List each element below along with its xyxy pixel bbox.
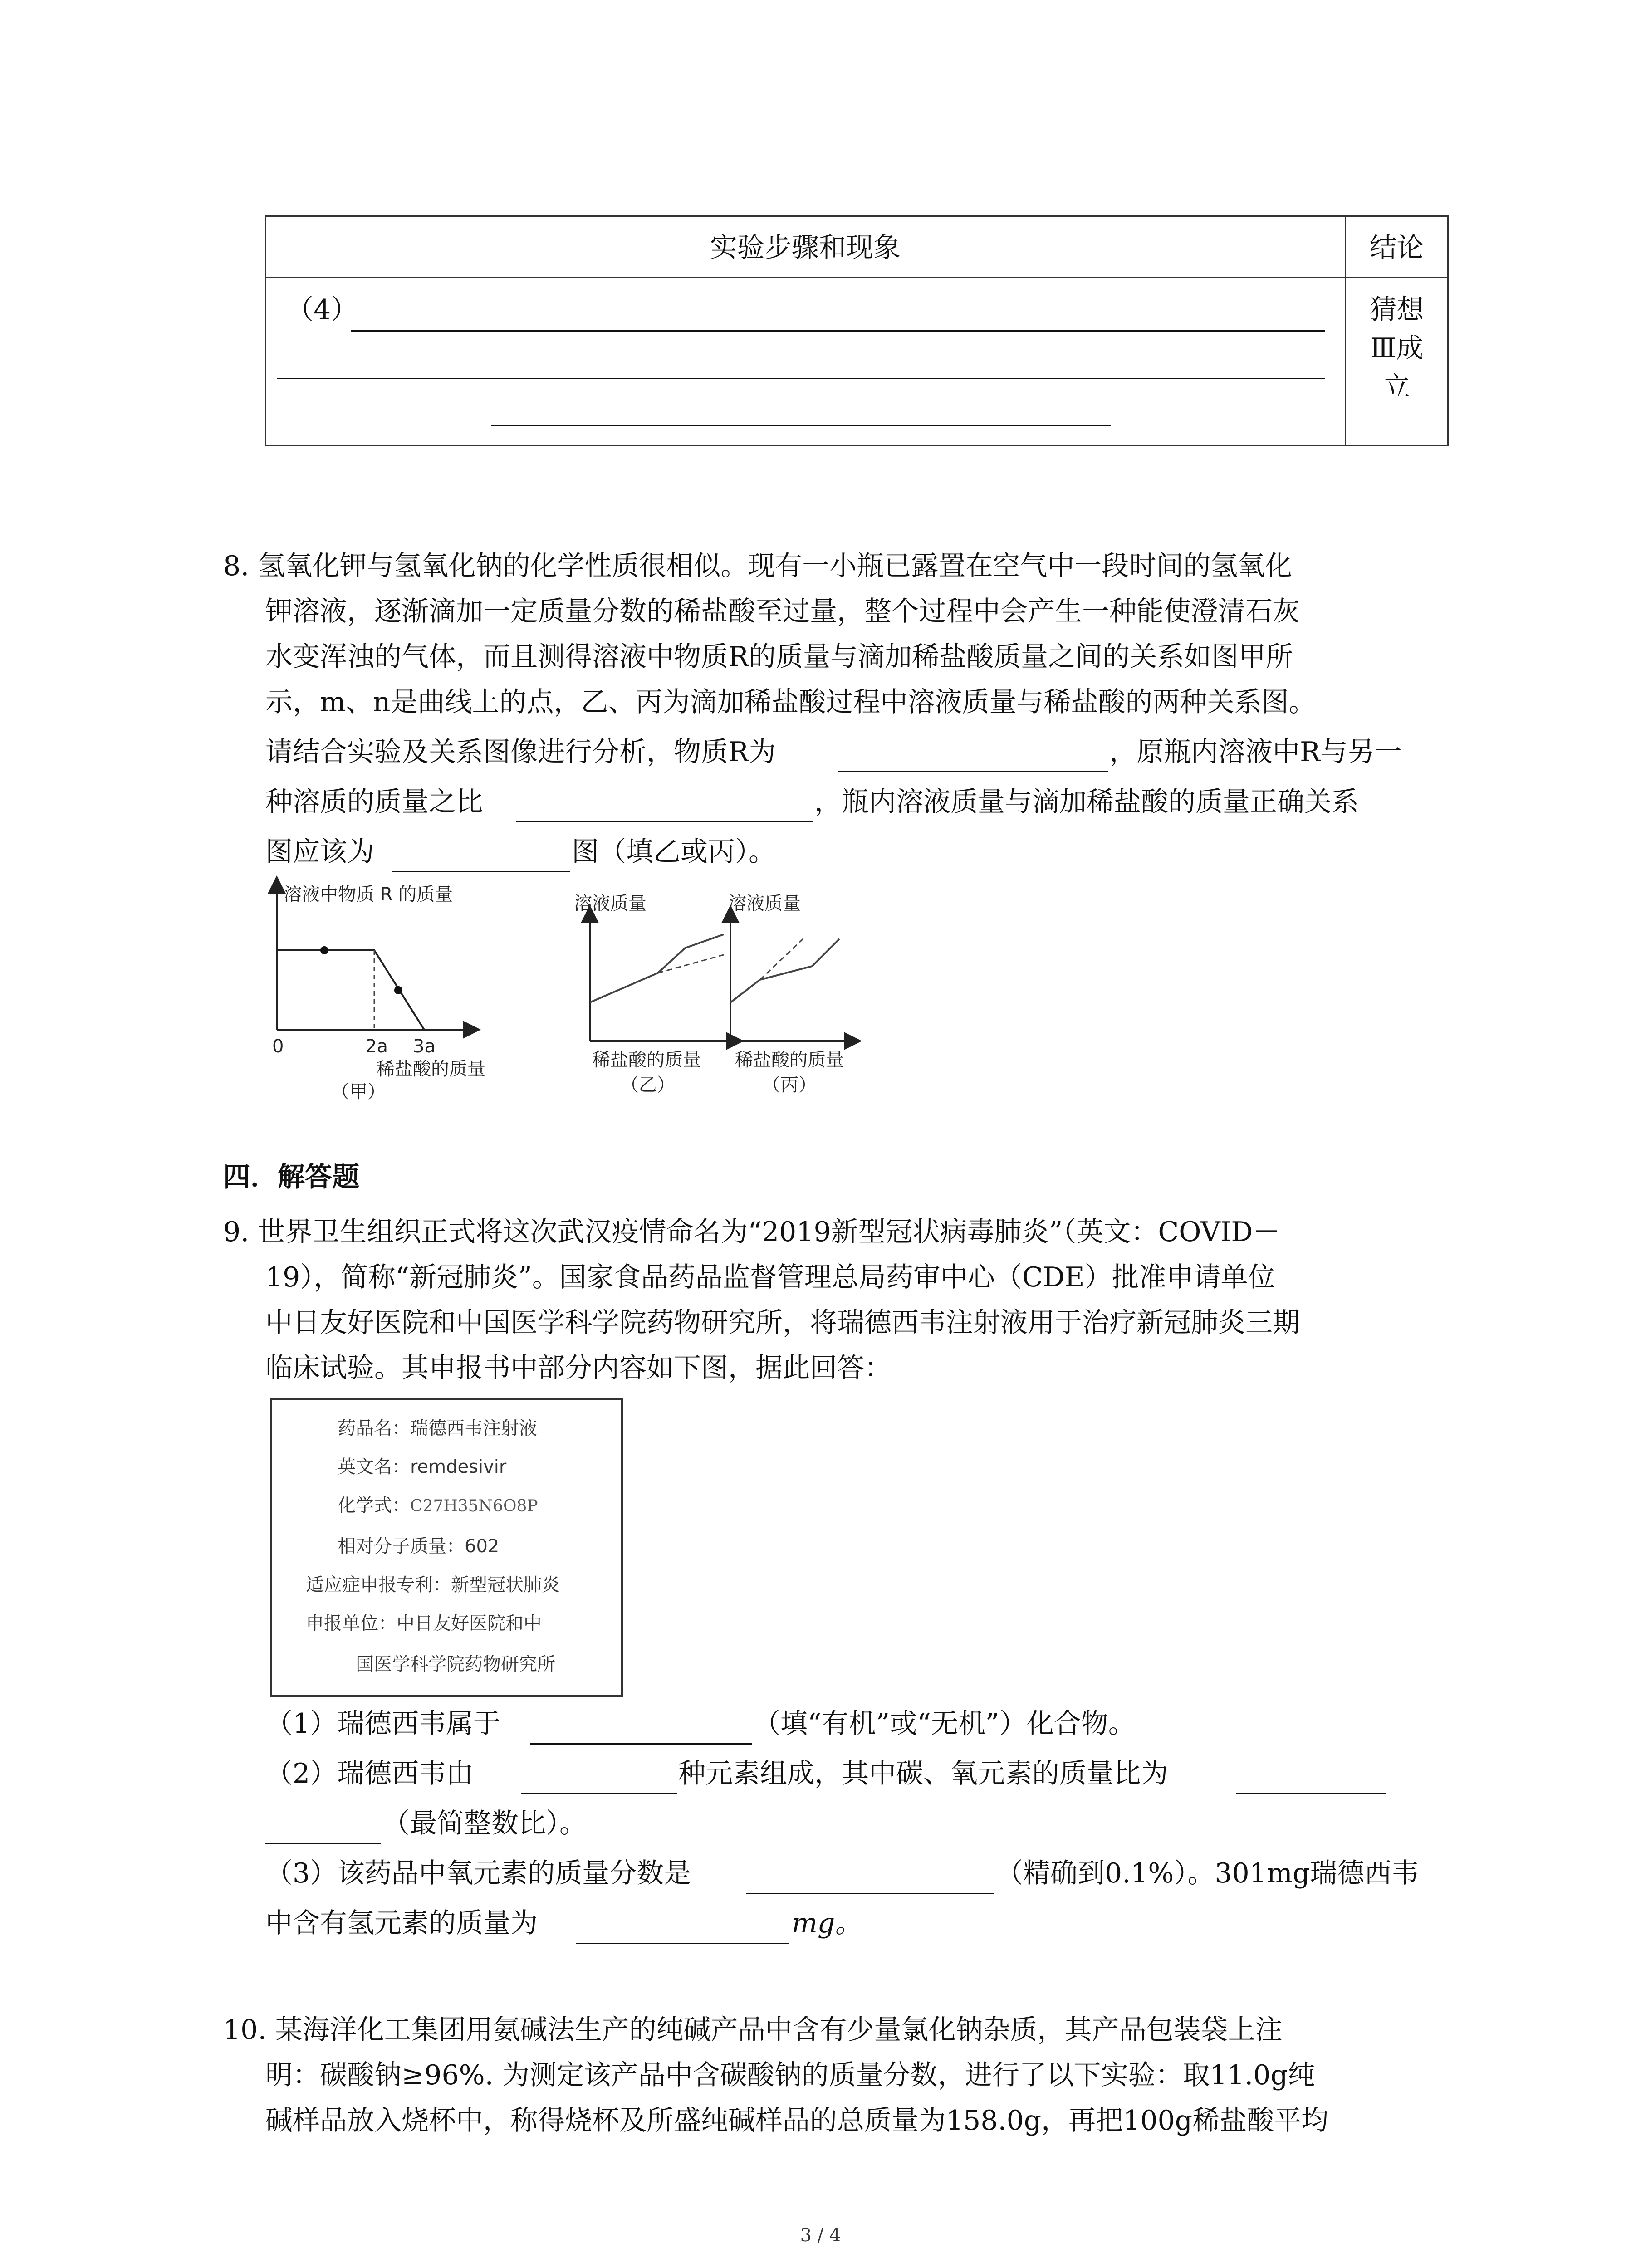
q9-part-3-unit: mg。 [792,1907,862,1939]
card-unit-line-1: 申报单位：中日友好医院和中 [306,1613,542,1634]
point-m [320,946,328,954]
graph-yi-xlabel: 稀盐酸的质量 [592,1050,701,1070]
q8-line: 图（填乙或丙）。 [572,836,776,868]
answer-blank-line-3[interactable] [491,425,1111,426]
substance-r-blank[interactable] [838,771,1108,772]
table-row-conclusion [1346,278,1448,446]
element-count-blank[interactable] [521,1793,677,1794]
q10-line: 明：碳酸钠≥96%. 为测定该产品中含碳酸钠的质量分数，进行了以下实验：取11.0g纯 [265,2059,1315,2091]
point-n [394,986,402,994]
header-conclusion-text: 结论 [1369,232,1424,264]
header-steps-text: 实验步骤和现象 [710,232,901,264]
graph-yi-caption: （乙） [621,1075,675,1095]
q9-part-3: （3）该药品中氧元素的质量分数是 [265,1857,691,1889]
q9-part-2: （2）瑞德西韦由 [265,1758,474,1789]
row-label: （4） [286,294,358,326]
graph-jia-xlabel: 稀盐酸的质量 [377,1059,485,1080]
graph-bing-caption: （丙） [762,1075,817,1095]
graph-jia-ylabel: 溶液中物质 R 的质量 [284,884,453,905]
graph-jia-tick-3a: 3a [413,1036,436,1057]
hydrogen-mass-blank[interactable] [576,1943,789,1944]
carbon-oxygen-ratio-blank-cont[interactable] [265,1843,381,1844]
graph-choice-blank[interactable] [392,871,570,872]
conclusion-line: 猜想 [1369,294,1424,326]
conclusion-line: Ⅲ成 [1370,332,1424,364]
q8-line: 钾溶液，逐渐滴加一定质量分数的稀盐酸至过量，整个过程中会产生一种能使澄清石灰 [265,596,1300,627]
section-title: 四．解答题 [223,1161,359,1193]
graph-bing-solid-line [730,939,839,1002]
graph-bing [728,893,853,1095]
q9-part-3-line2: 中含有氢元素的质量为 [265,1907,538,1939]
graph-yi-solid-line [590,934,724,1002]
q9-line: 19），简称“新冠肺炎”。国家食品药品监督管理总局药审中心（CDE）批准申请单位 [265,1261,1275,1293]
mass-ratio-blank[interactable] [516,821,813,822]
q9-part-2-mid: 种元素组成，其中碳、氧元素的质量比为 [678,1758,1168,1789]
q9-line: 临床试验。其申报书中部分内容如下图，据此回答： [265,1352,892,1384]
q8-line: 8. 氢氧化钾与氢氧化钠的化学性质很相似。现有一小瓶已露置在空气中一段时间的氢氧化 [223,550,1293,582]
q10-line: 10. 某海洋化工集团用氨碱法生产的纯碱产品中含有少量氯化钠杂质，其产品包装袋上注 [223,2014,1283,2046]
q8-line: ，原瓶内溶液中R与另一 [1109,736,1402,768]
graph-jia-caption: （甲） [331,1081,386,1102]
card-drug-name: 药品名：瑞德西韦注射液 [338,1418,537,1439]
q8-line: ，瓶内溶液质量与滴加稀盐酸的质量正确关系 [814,786,1359,818]
conclusion-line: 立 [1383,371,1411,403]
q8-graphs [254,875,889,1111]
table-header-steps [265,216,1346,278]
q10-line: 碱样品放入烧杯中，称得烧杯及所盛纯碱样品的总质量为158.0g，再把100g稀盐酸平均 [265,2105,1329,2136]
table-header-conclusion [1346,216,1448,278]
q9-part-1: （1）瑞德西韦属于 [265,1708,501,1740]
card-english-name: 英文名：remdesivir [338,1457,507,1477]
experiment-table [265,215,1449,446]
carbon-oxygen-ratio-blank[interactable] [1236,1793,1386,1794]
card-formula-row [338,1491,538,1517]
q8-line: 请结合实验及关系图像进行分析，物质R为 [265,736,776,768]
graph-yi-ylabel: 溶液质量 [574,893,647,914]
q9-line: 中日友好医院和中国医学科学院药物研究所，将瑞德西韦注射液用于治疗新冠肺炎三期 [265,1307,1300,1339]
table-row-steps [265,278,1346,446]
q9-line: 9. 世界卫生组织正式将这次武汉疫情命名为“2019新型冠状病毒肺炎”（英文：COVID－ [223,1216,1280,1248]
graph-jia-origin: 0 [272,1036,284,1057]
organic-blank[interactable] [530,1743,752,1745]
q8-line: 图应该为 [265,836,374,868]
graph-yi [574,893,735,1095]
card-patent: 适应症申报专利：新型冠状肺炎 [306,1574,560,1595]
graph-jia-tick-2a: 2a [365,1036,388,1057]
answer-blank-line-1[interactable] [351,330,1325,332]
page-number: 3 / 4 [800,2225,841,2246]
graph-bing-xlabel: 稀盐酸的质量 [735,1050,844,1070]
card-molecular-mass: 相对分子质量：602 [338,1536,500,1557]
q9-part-3-mid: （精确到0.1%）。301mg瑞德西韦 [996,1857,1419,1889]
q8-line: 示，m、n是曲线上的点，乙、丙为滴加稀盐酸过程中溶液质量与稀盐酸的两种关系图。 [265,686,1316,718]
q8-line: 种溶质的质量之比 [265,786,483,818]
q9-part-1-tail: （填“有机”或“无机”）化合物。 [753,1708,1136,1740]
oxygen-fraction-blank[interactable] [746,1893,994,1894]
card-formula: C27H35N6O8P [410,1497,538,1515]
drug-info-card [270,1398,623,1697]
q8-line: 水变浑浊的气体，而且测得溶液中物质R的质量与滴加稀盐酸质量之间的关系如图甲所 [265,641,1293,673]
graph-bing-ylabel: 溶液质量 [728,893,801,914]
q9-part-2-tail: （最简整数比）。 [382,1808,587,1839]
answer-blank-line-2[interactable] [277,378,1325,379]
card-formula-label: 化学式： [338,1495,410,1516]
card-unit-line-2: 国医学科学院药物研究所 [356,1654,555,1675]
graph-jia [272,884,485,1102]
